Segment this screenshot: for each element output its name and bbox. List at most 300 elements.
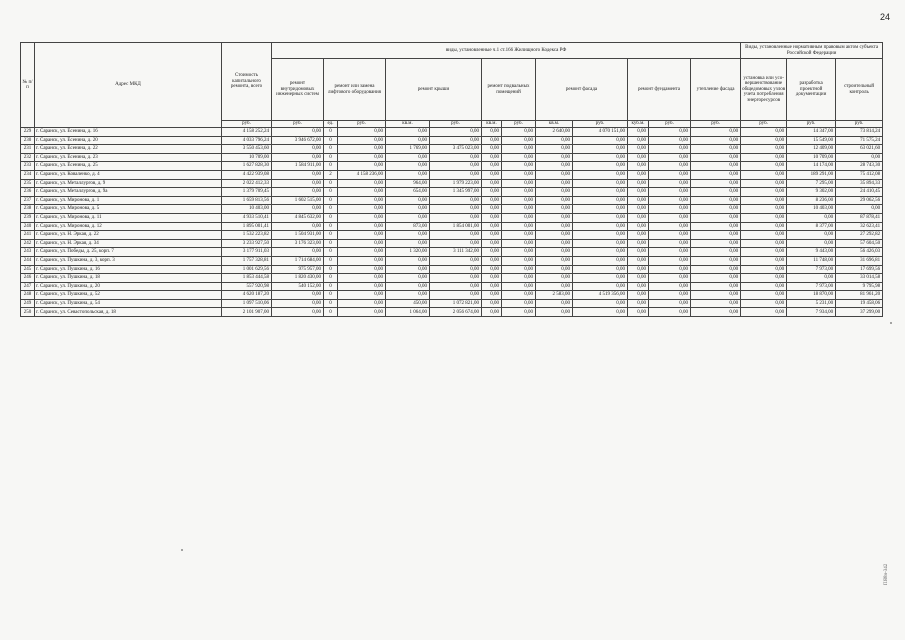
value-cell: 0,00 <box>536 136 573 145</box>
capital-repair-table <box>20 42 883 317</box>
table-row <box>21 162 883 171</box>
value-cell: 0,00 <box>536 265 573 274</box>
value-cell: 8 377,00 <box>787 222 836 231</box>
value-cell: 0 <box>324 282 338 291</box>
value-cell: 0,00 <box>482 196 502 205</box>
address-cell: г. Саранск, ул. Миронова, д. 12 <box>35 222 222 231</box>
value-cell: 0,00 <box>338 136 386 145</box>
value-cell: 0 <box>324 136 338 145</box>
row-number: 247 <box>21 282 35 291</box>
value-cell: 0,00 <box>386 291 430 300</box>
value-cell: 0,00 <box>573 231 628 240</box>
value-cell: 10 709,00 <box>222 153 272 162</box>
table-row <box>21 282 883 291</box>
unit-cell: кв.м. <box>536 121 573 128</box>
value-cell: 0,00 <box>649 205 691 214</box>
value-cell: 0,00 <box>272 248 324 257</box>
value-cell: 0,00 <box>502 188 536 197</box>
value-cell: 1 979 223,00 <box>430 179 482 188</box>
value-cell: 0,00 <box>272 128 324 137</box>
value-cell: 18 870,00 <box>787 291 836 300</box>
value-cell: 0,00 <box>649 239 691 248</box>
value-cell: 0,00 <box>502 231 536 240</box>
value-cell: 2 <box>324 170 338 179</box>
header-address: Адрес МКД <box>35 43 222 128</box>
value-cell: 0,00 <box>741 179 787 188</box>
row-number: 237 <box>21 196 35 205</box>
value-cell: 8 236,00 <box>787 196 836 205</box>
row-number: 233 <box>21 162 35 171</box>
value-cell: 0,00 <box>649 231 691 240</box>
value-cell: 0,00 <box>741 248 787 257</box>
value-cell: 0,00 <box>741 170 787 179</box>
table-row <box>21 128 883 137</box>
value-cell: 0,00 <box>430 213 482 222</box>
value-cell: 0,00 <box>482 205 502 214</box>
value-cell: 0,00 <box>338 128 386 137</box>
value-cell: 0,00 <box>386 128 430 137</box>
value-cell: 0,00 <box>649 256 691 265</box>
value-cell: 4 070 151,00 <box>573 128 628 137</box>
value-cell: 0,00 <box>573 188 628 197</box>
row-number: 248 <box>21 291 35 300</box>
header-facade: ремонт фасада <box>536 59 628 121</box>
value-cell: 0,00 <box>386 213 430 222</box>
value-cell: 0,00 <box>691 231 741 240</box>
header-meters: установка или усо- вершенствование общедомовых узлов учета потребления энергоресурсов <box>741 59 787 121</box>
table-row <box>21 274 883 283</box>
address-cell: г. Саранск, ул. Пушкина, д. 18 <box>35 274 222 283</box>
value-cell: 3 176 323,00 <box>272 239 324 248</box>
value-cell: 75 412,08 <box>836 170 883 179</box>
value-cell: 1 853 444,58 <box>222 274 272 283</box>
value-cell: 0,00 <box>628 248 649 257</box>
value-cell: 4 620 187,20 <box>222 291 272 300</box>
value-cell: 1 379 709,45 <box>222 188 272 197</box>
value-cell: 0,00 <box>482 136 502 145</box>
value-cell: 71 575,24 <box>836 136 883 145</box>
value-cell: 0,00 <box>338 282 386 291</box>
value-cell: 0,00 <box>628 196 649 205</box>
value-cell: 0,00 <box>649 188 691 197</box>
value-cell: 0,00 <box>272 222 324 231</box>
address-cell: г. Саранск, ул. Металлургов, д. 9 <box>35 179 222 188</box>
value-cell: 0,00 <box>430 291 482 300</box>
value-cell: 0,00 <box>386 196 430 205</box>
address-cell: г. Саранск, ул. Миронова, д. 11 <box>35 213 222 222</box>
value-cell: 0,00 <box>430 136 482 145</box>
unit-cell: руб. <box>222 121 272 128</box>
address-cell: г. Саранск, ул. Пушкина, д. 54 <box>35 299 222 308</box>
value-cell: 4 158 252,24 <box>222 128 272 137</box>
value-cell: 0,00 <box>272 205 324 214</box>
value-cell: 0,00 <box>482 170 502 179</box>
value-cell: 3 946 672,00 <box>272 136 324 145</box>
value-cell: 0,00 <box>272 145 324 154</box>
unit-cell: руб. <box>649 121 691 128</box>
value-cell: 557 920,98 <box>222 282 272 291</box>
value-cell: 0,00 <box>628 145 649 154</box>
value-cell: 7 973,00 <box>787 282 836 291</box>
value-cell: 1 345 997,00 <box>430 188 482 197</box>
address-cell: г. Саранск, ул. Севастопольская, д. 18 <box>35 308 222 317</box>
value-cell: 0,00 <box>741 196 787 205</box>
scan-dot <box>890 322 892 324</box>
value-cell: 1 769,00 <box>386 145 430 154</box>
address-cell: г. Саранск, ул. Пушкина, д. 52 <box>35 291 222 300</box>
value-cell: 0,00 <box>482 265 502 274</box>
address-cell: г. Саранск, ул. Миронова, д. 5 <box>35 205 222 214</box>
value-cell: 0,00 <box>502 308 536 317</box>
address-cell: г. Саранск, ул. Н. Эркая, д. 22 <box>35 231 222 240</box>
unit-cell: кв.м. <box>386 121 430 128</box>
value-cell: 0,00 <box>628 239 649 248</box>
value-cell: 0,00 <box>573 256 628 265</box>
value-cell: 0,00 <box>741 222 787 231</box>
value-cell: 0,00 <box>691 136 741 145</box>
value-cell: 0,00 <box>338 308 386 317</box>
value-cell: 964,00 <box>386 179 430 188</box>
value-cell: 0,00 <box>386 136 430 145</box>
value-cell: 0,00 <box>272 179 324 188</box>
value-cell: 0,00 <box>536 213 573 222</box>
value-cell: 10 403,00 <box>222 205 272 214</box>
value-cell: 0,00 <box>338 291 386 300</box>
row-number: 236 <box>21 188 35 197</box>
value-cell: 0,00 <box>502 179 536 188</box>
value-cell: 0,00 <box>691 274 741 283</box>
value-cell: 0,00 <box>573 205 628 214</box>
value-cell: 3 177 911,03 <box>222 248 272 257</box>
value-cell: 0,00 <box>741 231 787 240</box>
value-cell: 1 320,00 <box>386 248 430 257</box>
value-cell: 7 973,00 <box>787 265 836 274</box>
value-cell: 0,00 <box>787 274 836 283</box>
value-cell: 0,00 <box>338 213 386 222</box>
value-cell: 0,00 <box>502 170 536 179</box>
value-cell: 29 062,56 <box>836 196 883 205</box>
value-cell: 0,00 <box>573 196 628 205</box>
value-cell: 0 <box>324 128 338 137</box>
value-cell: 0,00 <box>649 162 691 171</box>
value-cell: 0,00 <box>536 256 573 265</box>
value-cell: 0,00 <box>272 153 324 162</box>
value-cell: 0,00 <box>628 205 649 214</box>
value-cell: 0,00 <box>741 308 787 317</box>
value-cell: 0 <box>324 308 338 317</box>
value-cell: 0,00 <box>482 239 502 248</box>
value-cell: 32 623,41 <box>836 222 883 231</box>
value-cell: 0,00 <box>502 282 536 291</box>
value-cell: 0,00 <box>536 299 573 308</box>
value-cell: 0,00 <box>741 136 787 145</box>
value-cell: 0,00 <box>502 299 536 308</box>
value-cell: 0,00 <box>649 170 691 179</box>
value-cell: 0,00 <box>628 188 649 197</box>
table-row <box>21 145 883 154</box>
value-cell: 0,00 <box>536 179 573 188</box>
value-cell: 0,00 <box>482 153 502 162</box>
unit-cell: руб. <box>502 121 536 128</box>
value-cell: 87 878,41 <box>836 213 883 222</box>
table-row <box>21 205 883 214</box>
table-row <box>21 256 883 265</box>
value-cell: 0,00 <box>573 248 628 257</box>
value-cell: 1 001 629,56 <box>222 265 272 274</box>
row-number: 250 <box>21 308 35 317</box>
value-cell: 0,00 <box>628 153 649 162</box>
value-cell: 0,00 <box>536 188 573 197</box>
value-cell: 0,00 <box>573 213 628 222</box>
address-cell: г. Саранск, ул. Пушкина, д. 3, корп. 3 <box>35 256 222 265</box>
value-cell: 9 302,00 <box>787 188 836 197</box>
value-cell: 975 957,00 <box>272 265 324 274</box>
value-cell: 0,00 <box>691 170 741 179</box>
value-cell: 0,00 <box>482 213 502 222</box>
value-cell: 0,00 <box>502 256 536 265</box>
value-cell: 0,00 <box>502 291 536 300</box>
header-group-regional: Виды, установленные нормативным правовым актом субъекта Российской Федерации <box>741 43 883 59</box>
value-cell: 9 443,00 <box>787 248 836 257</box>
unit-cell: кв.м. <box>482 121 502 128</box>
value-cell: 0,00 <box>430 153 482 162</box>
value-cell: 0,00 <box>649 282 691 291</box>
value-cell: 0,00 <box>536 145 573 154</box>
value-cell: 0,00 <box>573 222 628 231</box>
row-number: 245 <box>21 265 35 274</box>
value-cell: 0,00 <box>338 256 386 265</box>
address-cell: г. Саранск, ул. Есенина, д. 22 <box>35 145 222 154</box>
value-cell: 0,00 <box>691 299 741 308</box>
value-cell: 0,00 <box>430 170 482 179</box>
value-cell: 0,00 <box>482 128 502 137</box>
row-number: 242 <box>21 239 35 248</box>
value-cell: 0,00 <box>573 153 628 162</box>
value-cell: 35 894,33 <box>836 179 883 188</box>
value-cell: 1 064,00 <box>386 308 430 317</box>
value-cell: 4 033 796,24 <box>222 136 272 145</box>
value-cell: 450,00 <box>386 299 430 308</box>
address-cell: г. Саранск, ул. Есенина, д. 20 <box>35 136 222 145</box>
value-cell: 0,00 <box>787 231 836 240</box>
value-cell: 81 961,20 <box>836 291 883 300</box>
value-cell: 0,00 <box>649 213 691 222</box>
value-cell: 4 519 356,00 <box>573 291 628 300</box>
value-cell: 0,00 <box>691 239 741 248</box>
table-row <box>21 231 883 240</box>
value-cell: 0 <box>324 299 338 308</box>
row-number: 249 <box>21 299 35 308</box>
address-cell: г. Саранск, ул. Пушкина, д. 16 <box>35 265 222 274</box>
unit-cell: руб. <box>272 121 324 128</box>
unit-cell: руб. <box>691 121 741 128</box>
unit-cell: руб. <box>741 121 787 128</box>
value-cell: 0,00 <box>691 145 741 154</box>
value-cell: 1 627 828,30 <box>222 162 272 171</box>
value-cell: 0,00 <box>628 231 649 240</box>
value-cell: 0,00 <box>482 231 502 240</box>
value-cell: 189 291,00 <box>787 170 836 179</box>
value-cell: 654,00 <box>386 188 430 197</box>
value-cell: 540 152,00 <box>272 282 324 291</box>
unit-cell: руб. <box>573 121 628 128</box>
header-num: № п/п <box>21 43 35 128</box>
row-number: 240 <box>21 222 35 231</box>
table-row <box>21 188 883 197</box>
header-elevator: ремонт или замена лифтового оборудования <box>324 59 386 121</box>
value-cell: 0,00 <box>482 291 502 300</box>
value-cell: 0,00 <box>691 291 741 300</box>
row-number: 246 <box>21 274 35 283</box>
value-cell: 2 640,00 <box>536 128 573 137</box>
value-cell: 0,00 <box>741 265 787 274</box>
value-cell: 0,00 <box>741 162 787 171</box>
value-cell: 0,00 <box>482 299 502 308</box>
value-cell: 12 409,00 <box>787 145 836 154</box>
table-row <box>21 291 883 300</box>
value-cell: 0,00 <box>628 179 649 188</box>
value-cell: 0,00 <box>573 274 628 283</box>
value-cell: 0,00 <box>430 274 482 283</box>
value-cell: 0,00 <box>338 162 386 171</box>
value-cell: 24 410,45 <box>836 188 883 197</box>
value-cell: 0,00 <box>338 239 386 248</box>
value-cell: 0,00 <box>649 291 691 300</box>
value-cell: 0,00 <box>482 145 502 154</box>
row-number: 231 <box>21 145 35 154</box>
value-cell: 0,00 <box>430 205 482 214</box>
value-cell: 0 <box>324 205 338 214</box>
value-cell: 0,00 <box>691 179 741 188</box>
value-cell: 0,00 <box>386 239 430 248</box>
value-cell: 0,00 <box>338 231 386 240</box>
value-cell: 0,00 <box>573 179 628 188</box>
value-cell: 0,00 <box>338 274 386 283</box>
value-cell: 0,00 <box>628 299 649 308</box>
value-cell: 0,00 <box>502 145 536 154</box>
value-cell: 0,00 <box>628 213 649 222</box>
value-cell: 2 101 907,00 <box>222 308 272 317</box>
unit-cell: руб. <box>836 121 883 128</box>
value-cell: 0,00 <box>741 128 787 137</box>
value-cell: 0,00 <box>386 274 430 283</box>
value-cell: 0,00 <box>430 231 482 240</box>
header-roof: ремонт крыши <box>386 59 482 121</box>
value-cell: 0,00 <box>502 153 536 162</box>
table-row <box>21 136 883 145</box>
row-number: 234 <box>21 170 35 179</box>
value-cell: 0,00 <box>741 282 787 291</box>
value-cell: 0,00 <box>502 205 536 214</box>
value-cell: 0,00 <box>628 274 649 283</box>
value-cell: 7 934,00 <box>787 308 836 317</box>
value-cell: 10 709,00 <box>787 153 836 162</box>
value-cell: 0,00 <box>628 256 649 265</box>
value-cell: 0 <box>324 291 338 300</box>
value-cell: 0,00 <box>338 145 386 154</box>
value-cell: 0,00 <box>272 291 324 300</box>
value-cell: 0,00 <box>741 239 787 248</box>
value-cell: 56 426,03 <box>836 248 883 257</box>
value-cell: 0,00 <box>691 308 741 317</box>
value-cell: 2 022 412,33 <box>222 179 272 188</box>
value-cell: 0,00 <box>430 256 482 265</box>
value-cell: 0,00 <box>482 222 502 231</box>
table-row <box>21 170 883 179</box>
value-cell: 0,00 <box>649 222 691 231</box>
table-row <box>21 248 883 257</box>
table-row <box>21 308 883 317</box>
value-cell: 4 422 939,08 <box>222 170 272 179</box>
value-cell: 19 458,06 <box>836 299 883 308</box>
value-cell: 0,00 <box>536 170 573 179</box>
value-cell: 0,00 <box>338 299 386 308</box>
value-cell: 0,00 <box>628 282 649 291</box>
value-cell: 0,00 <box>649 136 691 145</box>
value-cell: 0,00 <box>338 205 386 214</box>
value-cell: 0 <box>324 248 338 257</box>
value-cell: 0,00 <box>502 274 536 283</box>
value-cell: 0,00 <box>338 248 386 257</box>
row-number: 229 <box>21 128 35 137</box>
unit-cell: руб. <box>787 121 836 128</box>
row-number: 238 <box>21 205 35 214</box>
value-cell: 0,00 <box>536 153 573 162</box>
value-cell: 0,00 <box>741 274 787 283</box>
address-cell: г. Саранск, ул. Н. Эркая, д. 34 <box>35 239 222 248</box>
value-cell: 0,00 <box>482 256 502 265</box>
unit-cell: руб. <box>338 121 386 128</box>
value-cell: 0 <box>324 153 338 162</box>
value-cell: 873,00 <box>386 222 430 231</box>
address-cell: г. Саранск, ул. Есенина, д. 23 <box>35 153 222 162</box>
row-number: 244 <box>21 256 35 265</box>
value-cell: 1 854 001,00 <box>430 222 482 231</box>
value-cell: 0,00 <box>482 179 502 188</box>
value-cell: 17 699,56 <box>836 265 883 274</box>
value-cell: 1 532 223,82 <box>222 231 272 240</box>
address-cell: г. Саранск, ул. Есенина, д. 25 <box>35 162 222 171</box>
value-cell: 31 696,81 <box>836 256 883 265</box>
value-cell: 3 111 342,00 <box>430 248 482 257</box>
value-cell: 1 714 684,00 <box>272 256 324 265</box>
value-cell: 2 056 674,00 <box>430 308 482 317</box>
value-cell: 0,00 <box>430 162 482 171</box>
value-cell: 4 158 236,00 <box>338 170 386 179</box>
unit-cell: ед. <box>324 121 338 128</box>
value-cell: 0 <box>324 256 338 265</box>
value-cell: 0,00 <box>741 299 787 308</box>
value-cell: 0,00 <box>691 205 741 214</box>
value-cell: 0,00 <box>386 162 430 171</box>
scan-dot <box>181 549 183 551</box>
value-cell: 0,00 <box>628 170 649 179</box>
value-cell: 10 403,00 <box>787 205 836 214</box>
table-row <box>21 153 883 162</box>
value-cell: 0,00 <box>573 308 628 317</box>
value-cell: 0 <box>324 179 338 188</box>
value-cell: 0,00 <box>338 222 386 231</box>
value-cell: 0,00 <box>386 282 430 291</box>
value-cell: 0,00 <box>691 248 741 257</box>
address-cell: г. Саранск, ул. Победы, д. 25, корп. 7 <box>35 248 222 257</box>
value-cell: 0,00 <box>272 188 324 197</box>
value-cell: 0 <box>324 162 338 171</box>
value-cell: 28 743,30 <box>836 162 883 171</box>
value-cell: 0,00 <box>741 188 787 197</box>
address-cell: г. Саранск, ул. Есенина, д. 16 <box>35 128 222 137</box>
value-cell: 0,00 <box>482 308 502 317</box>
